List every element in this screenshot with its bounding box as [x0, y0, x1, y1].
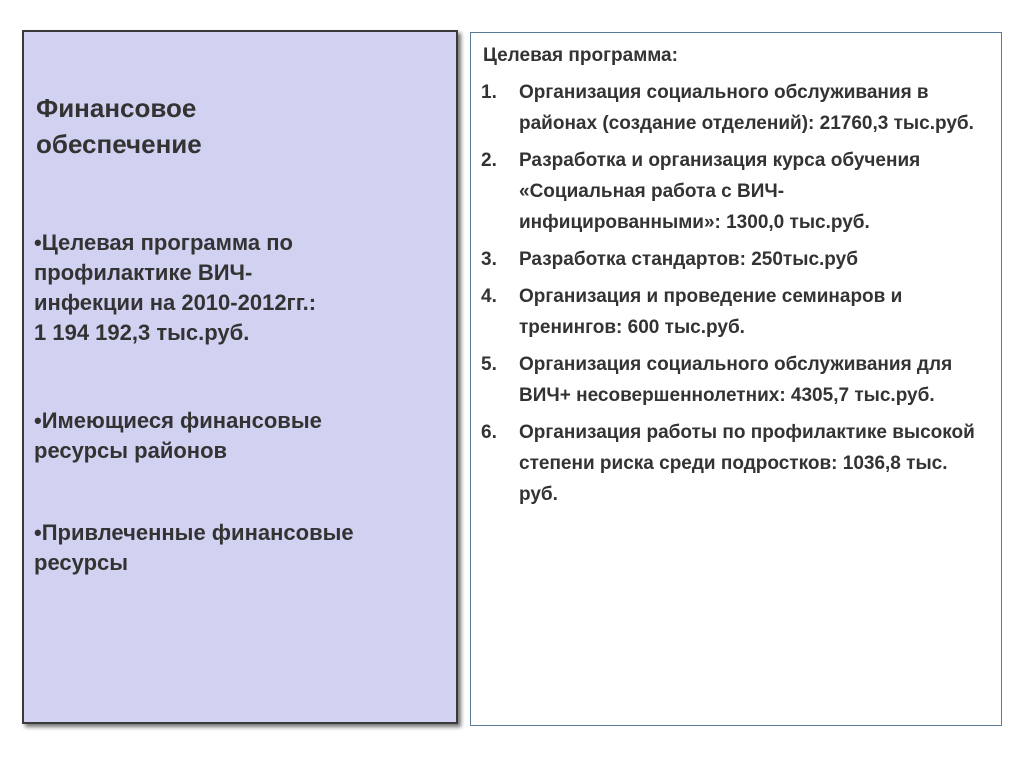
list-item — [481, 145, 991, 238]
bullet-attracted-resources — [34, 518, 454, 578]
list-item — [481, 77, 991, 139]
item-text: Организация социального обслуживания для ВИЧ+ несовершеннолетних: 4305,7 тыс.руб. — [519, 354, 953, 406]
item-text: Организация и проведение семинаров и тренингов: 600 тыс.руб. — [519, 286, 903, 338]
item-number: 6. — [481, 422, 497, 443]
item-text: Разработка и организация курса обучения «Социальная работа с ВИЧ-инфицированными»: 1300,0 тыс.руб. — [519, 150, 921, 233]
bullet-3-line-2: ресурсы — [34, 550, 129, 575]
bullet-2-line-2: ресурсы районов — [34, 438, 228, 463]
bullet-1-line-2: профилактике ВИЧ- — [34, 260, 253, 285]
item-number: 3. — [481, 249, 497, 270]
item-number: 4. — [481, 286, 497, 307]
list-item — [481, 244, 991, 275]
bullet-3-line-1: Привлеченные финансовые — [41, 520, 354, 545]
item-text: Организация работы по профилактике высокой степени риска среди подростков: 1036,8 тыс. руб. — [519, 422, 975, 505]
item-number: 2. — [481, 150, 497, 171]
item-number: 5. — [481, 354, 497, 375]
bullet-2-line-1: Имеющиеся финансовые — [41, 408, 322, 433]
bullet-district-resources — [34, 406, 454, 466]
item-number: 1. — [481, 82, 497, 103]
title-line-1: Финансовое — [36, 93, 197, 123]
target-program-panel — [470, 32, 1002, 726]
list-item — [481, 349, 991, 411]
list-item — [481, 281, 991, 343]
list-item — [481, 417, 991, 510]
item-text: Организация социального обслуживания в районах (создание отделений): 21760,3 тыс.руб. — [519, 82, 974, 134]
program-items-list — [481, 77, 991, 516]
bullet-marker: • — [34, 520, 42, 545]
bullet-marker: • — [34, 230, 42, 255]
panel-title — [36, 90, 436, 162]
bullet-1-line-4: 1 194 192,3 тыс.руб. — [34, 320, 250, 345]
bullet-1-line-3: инфекции на 2010-2012гг.: — [34, 290, 317, 315]
program-heading: Целевая программа: — [483, 45, 678, 66]
bullet-marker: • — [34, 408, 42, 433]
title-line-2: обеспечение — [36, 129, 202, 159]
item-text: Разработка стандартов: 250тыс.руб — [519, 249, 858, 270]
financing-panel — [22, 30, 458, 724]
bullet-1-line-1: Целевая программа по — [41, 230, 293, 255]
bullet-target-program — [34, 228, 454, 348]
